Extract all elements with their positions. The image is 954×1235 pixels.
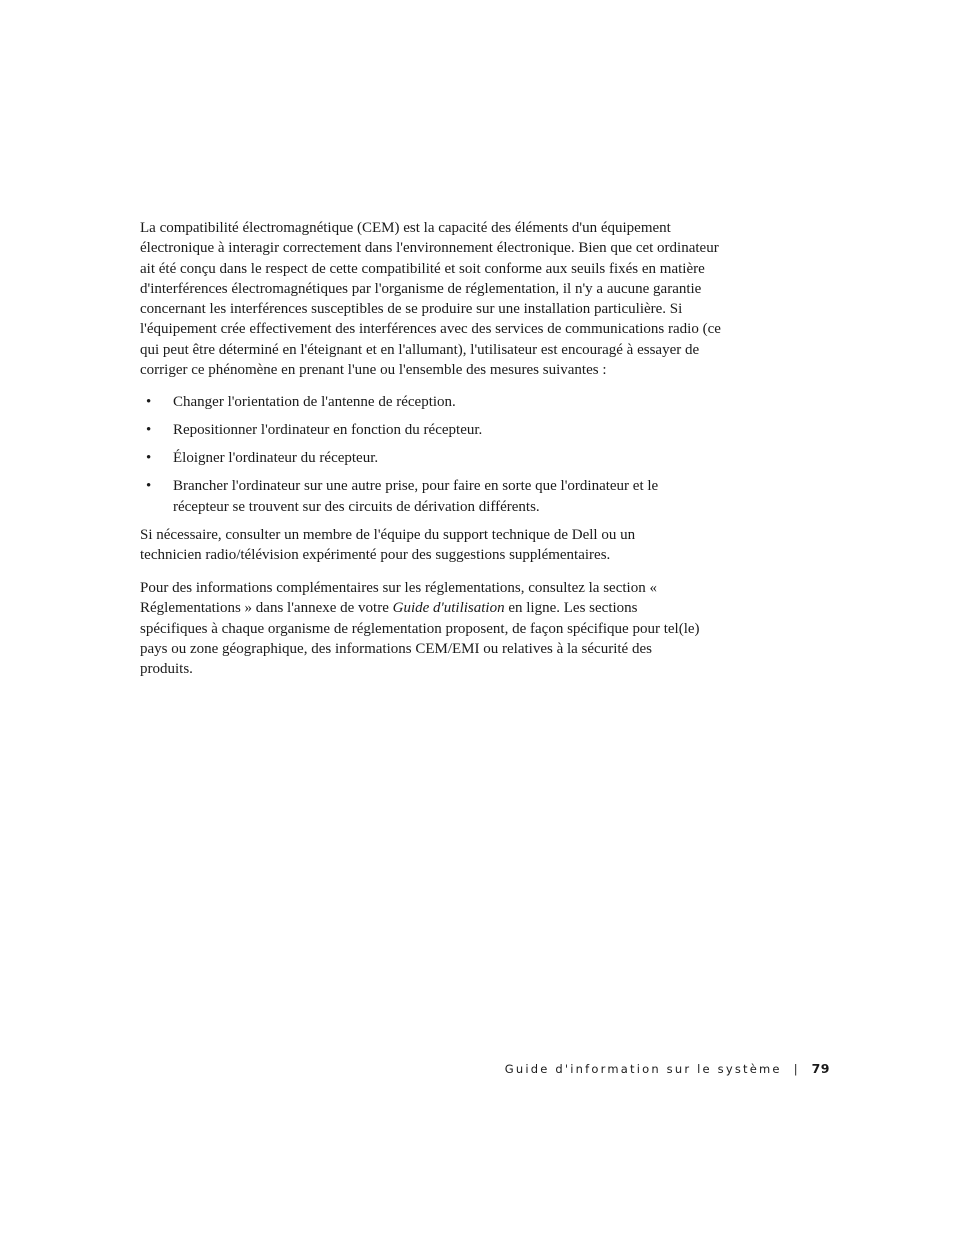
list-item <box>140 476 693 517</box>
support-paragraph: Si nécessaire, consulter un membre de l'équipe du support technique de Dell ou un technicien radio/télévision expérimenté pour des suggestions supplémentaires. <box>140 526 636 564</box>
user-guide-title: Guide d'utilisation <box>392 600 505 617</box>
footer-guide-title: Guide d'information sur le système <box>504 1062 782 1076</box>
footer-separator: | <box>793 1062 798 1076</box>
list-item-text: Repositionner l'ordinateur en fonction du récepteur. <box>173 422 483 439</box>
regulations-text-start: Pour des informations complémentaires sur les réglementations, consultez la section « Réglementations » dans l'annexe de votre <box>140 580 657 617</box>
bullet-icon: • <box>146 450 152 467</box>
list-item <box>140 392 693 412</box>
regulations-paragraph <box>140 578 700 679</box>
corrective-measures-list <box>140 392 730 517</box>
list-item-text: Éloigner l'ordinateur du récepteur. <box>173 450 379 467</box>
regulations-text-end: en ligne. Les sections spécifiques à chaque organisme de réglementation proposent, de façon spécifique pour tel(le) pays ou zone géographique, des informations CEM/EMI ou relatives à la sécurité des produits. <box>140 600 700 678</box>
list-item <box>140 420 693 440</box>
document-body <box>140 218 730 680</box>
list-item <box>140 448 693 468</box>
bullet-icon: • <box>146 422 152 439</box>
page-number: 79 <box>811 1061 830 1076</box>
emc-intro-paragraph: La compatibilité électromagnétique (CEM) est la capacité des éléments d'un équipement électronique à interagir correctement dans l'environnement électronique. Bien que cet ordinateur ait été conçu dans le respect de cette compatibilité et soit conforme aux seuils fixés en matière d'interférences électromagnétiques par l'organisme de réglementation, il n'y a aucune garantie concernant les interférences susceptibles de se produire sur une installation particulière. Si l'équipement crée effectivement des interférences avec des services de communications radio (ce qui peut être déterminé en l'éteignant et en l'allumant), l'utilisateur est encouragé à essayer de corriger ce phénomène en prenant l'une ou l'ensemble des mesures suivantes : <box>140 220 721 379</box>
list-item-text: Brancher l'ordinateur sur une autre prise, pour faire en sorte que l'ordinateur et le récepteur se trouvent sur des circuits de dérivation différents. <box>173 478 659 515</box>
list-item-text: Changer l'orientation de l'antenne de réception. <box>173 394 456 411</box>
bullet-icon: • <box>146 394 152 411</box>
bullet-icon: • <box>146 478 152 495</box>
page-footer <box>505 1061 830 1076</box>
